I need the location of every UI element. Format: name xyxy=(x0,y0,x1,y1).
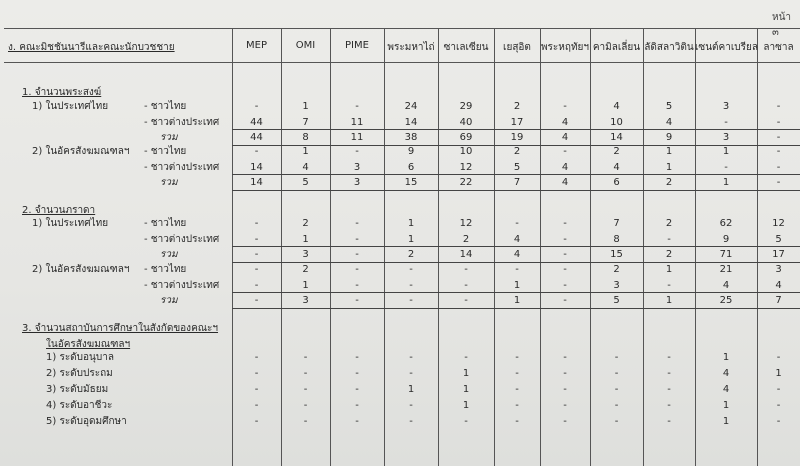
table-cell: - xyxy=(303,416,308,427)
table-cell: 1 xyxy=(665,162,673,173)
table-cell: - xyxy=(254,218,259,229)
table-cell: 5 xyxy=(775,234,782,245)
table-cell: 8 xyxy=(302,132,309,143)
table-cell: 1 xyxy=(722,177,730,188)
table-cell: - xyxy=(515,400,519,411)
table-cell: 44 xyxy=(250,132,263,143)
table-cell: 15 xyxy=(404,177,418,188)
table-cell: - xyxy=(724,117,728,128)
table-cell: - xyxy=(776,132,781,143)
table-cell: - xyxy=(563,218,567,229)
table-cell: 1 xyxy=(722,146,730,157)
table-cell: 38 xyxy=(404,132,418,143)
row-label-total: รวม xyxy=(160,249,178,260)
row-label-total: รวม xyxy=(160,177,178,188)
table-cell: - xyxy=(355,295,359,306)
table-cell: - xyxy=(303,368,308,379)
table-cell: 4 xyxy=(613,101,620,112)
table-cell: - xyxy=(409,368,413,379)
table-cell: 8 xyxy=(613,234,620,245)
table-cell: - xyxy=(776,352,781,363)
table-cell: - xyxy=(464,280,468,291)
table-cell: - xyxy=(563,264,567,275)
table-cell: - xyxy=(355,218,359,229)
table-cell: - xyxy=(667,234,671,245)
table-cell: 3 xyxy=(302,295,309,306)
row-label-thai: - ชาวไทย xyxy=(144,218,187,229)
table-cell: 4 xyxy=(561,177,569,188)
row-label-foreign: - ชาวต่างประเทศ xyxy=(144,117,220,128)
table-cell: 1 xyxy=(407,234,415,245)
table-cell: 1 xyxy=(462,400,470,411)
table-cell: 1 xyxy=(302,234,309,245)
table-cell: 3 xyxy=(353,177,361,188)
table-cell: - xyxy=(563,249,567,260)
table-cell: - xyxy=(776,101,781,112)
table-cell: - xyxy=(303,384,308,395)
row-group-label: 2) ในอัครสังฆมณฑลฯ xyxy=(32,264,130,275)
table-cell: 9 xyxy=(722,234,730,245)
education-level-label: 3) ระดับมัธยม xyxy=(46,384,109,395)
table-cell: 4 xyxy=(722,384,730,395)
table-cell: 14 xyxy=(250,177,263,188)
table-cell: 3 xyxy=(722,101,730,112)
table-cell: 2 xyxy=(613,264,620,275)
table-cell: 1 xyxy=(513,280,521,291)
column-header: เซนต์คาเบรียล xyxy=(695,42,758,53)
table-cell: - xyxy=(355,384,359,395)
table-cell: - xyxy=(515,384,519,395)
column-header: พระมหาไถ่ xyxy=(387,42,435,53)
table-cell: - xyxy=(464,416,468,427)
table-cell: - xyxy=(355,249,359,260)
column-header: ลัดิสลาวิติน xyxy=(644,42,694,53)
column-header: ซาเลเซียน xyxy=(443,42,489,53)
table-cell: 69 xyxy=(459,132,473,143)
table-cell: - xyxy=(515,218,519,229)
column-header: คามิลเลี่ยน xyxy=(592,42,641,53)
table-cell: 14 xyxy=(404,117,418,128)
table-cell: - xyxy=(515,352,519,363)
row-label-foreign: - ชาวต่างประเทศ xyxy=(144,162,220,173)
table-cell: 3 xyxy=(613,280,620,291)
table-cell: - xyxy=(614,352,619,363)
table-cell: 4 xyxy=(722,368,730,379)
table-cell: - xyxy=(776,117,781,128)
table-cell: - xyxy=(515,264,519,275)
section-title: ง. คณะมิชชันนารีและคณะนักบวชชาย xyxy=(8,42,175,53)
table-top-rule xyxy=(4,28,800,29)
table-cell: 12 xyxy=(459,162,473,173)
table-cell: 3 xyxy=(353,162,361,173)
total-rule xyxy=(232,262,800,263)
table-cell: - xyxy=(254,101,259,112)
table-cell: 2 xyxy=(665,177,673,188)
row-label-foreign: - ชาวต่างประเทศ xyxy=(144,234,220,245)
table-cell: 3 xyxy=(775,264,782,275)
table-cell: 40 xyxy=(459,117,473,128)
table-cell: - xyxy=(409,264,413,275)
table-cell: - xyxy=(254,249,259,260)
table-cell: - xyxy=(563,295,567,306)
table-cell: - xyxy=(464,295,468,306)
table-cell: 2 xyxy=(665,249,673,260)
column-header: OMI xyxy=(295,40,316,51)
table-cell: - xyxy=(409,280,413,291)
table-cell: 17 xyxy=(772,249,785,260)
table-cell: 12 xyxy=(772,218,785,229)
table-cell: 9 xyxy=(407,146,415,157)
table-cell: 1 xyxy=(665,146,673,157)
table-cell: - xyxy=(563,368,567,379)
education-level-label: 4) ระดับอาชีวะ xyxy=(46,400,113,411)
table-cell: 6 xyxy=(407,162,415,173)
row-group-label: 2) ในอัครสังฆมณฑลฯ xyxy=(32,146,130,157)
table-cell: - xyxy=(409,352,413,363)
table-cell: - xyxy=(563,234,567,245)
table-cell: 2 xyxy=(407,249,415,260)
table-cell: 15 xyxy=(610,249,623,260)
table-cell: 1 xyxy=(722,400,730,411)
table-cell: 2 xyxy=(302,264,309,275)
column-header: พระหฤทัยฯ xyxy=(540,42,590,53)
table-cell: - xyxy=(254,384,259,395)
table-cell: 24 xyxy=(404,101,418,112)
table-cell: - xyxy=(776,400,781,411)
table-cell: 29 xyxy=(459,101,473,112)
table-cell: 6 xyxy=(613,177,620,188)
table-cell: 14 xyxy=(610,132,623,143)
table-cell: - xyxy=(667,280,671,291)
table-cell: - xyxy=(254,146,259,157)
table-cell: - xyxy=(667,352,671,363)
table-cell: 7 xyxy=(613,218,620,229)
table-cell: - xyxy=(563,101,567,112)
table-cell: - xyxy=(667,368,671,379)
table-cell: 5 xyxy=(302,177,309,188)
table-cell: - xyxy=(355,368,359,379)
table-cell: 14 xyxy=(459,249,473,260)
table-cell: 4 xyxy=(775,280,782,291)
table-cell: 1 xyxy=(722,416,730,427)
row-group-label: 1) ในประเทศไทย xyxy=(32,101,109,112)
table-cell: 19 xyxy=(510,132,524,143)
table-cell: 12 xyxy=(459,218,473,229)
table-cell: - xyxy=(254,368,259,379)
table-cell: 9 xyxy=(665,132,673,143)
row-label-thai: - ชาวไทย xyxy=(144,264,187,275)
table-cell: - xyxy=(355,234,359,245)
table-cell: 71 xyxy=(719,249,733,260)
table-cell: - xyxy=(667,416,671,427)
table-cell: 10 xyxy=(610,117,623,128)
table-cell: 1 xyxy=(722,352,730,363)
table-cell: 4 xyxy=(302,162,309,173)
row-label-thai: - ชาวไทย xyxy=(144,146,187,157)
table-cell: 44 xyxy=(250,117,263,128)
education-level-label: 2) ระดับประถม xyxy=(46,368,113,379)
table-cell: 1 xyxy=(775,368,782,379)
subtotal-rule xyxy=(232,246,800,247)
table-cell: 2 xyxy=(302,218,309,229)
table-cell: - xyxy=(614,400,619,411)
table-cell: - xyxy=(355,400,359,411)
table-cell: 1 xyxy=(407,384,415,395)
table-cell: - xyxy=(776,384,781,395)
table-cell: 3 xyxy=(722,132,730,143)
total-rule xyxy=(232,190,800,191)
table-cell: 21 xyxy=(719,264,733,275)
table-cell: 4 xyxy=(561,132,569,143)
table-cell: 5 xyxy=(665,101,673,112)
table-cell: 2 xyxy=(513,146,521,157)
table-cell: - xyxy=(254,295,259,306)
section-heading-cont: ในอัครสังฆมณฑลฯ xyxy=(46,339,131,350)
table-cell: 2 xyxy=(613,146,620,157)
table-cell: 4 xyxy=(665,117,673,128)
table-cell: 7 xyxy=(513,177,521,188)
table-cell: - xyxy=(776,162,781,173)
table-cell: - xyxy=(515,368,519,379)
table-cell: - xyxy=(724,162,728,173)
table-cell: - xyxy=(254,352,259,363)
table-cell: - xyxy=(355,416,359,427)
table-cell: - xyxy=(667,400,671,411)
table-cell: - xyxy=(563,384,567,395)
subtotal-rule xyxy=(232,292,800,293)
row-label-total: รวม xyxy=(160,132,178,143)
table-cell: 17 xyxy=(510,117,524,128)
table-cell: - xyxy=(776,146,781,157)
table-cell: 4 xyxy=(561,117,569,128)
section-heading: 3. จำนวนสถาบันการศึกษาในสังกัดของคณะฯ xyxy=(22,323,219,334)
column-header: PIME xyxy=(345,40,369,51)
table-cell: - xyxy=(355,280,359,291)
table-cell: 3 xyxy=(302,249,309,260)
column-header: เยสุอิต xyxy=(503,42,531,53)
table-cell: - xyxy=(409,400,413,411)
table-cell: - xyxy=(464,264,468,275)
table-cell: - xyxy=(614,368,619,379)
table-cell: 4 xyxy=(513,249,521,260)
row-label-thai: - ชาวไทย xyxy=(144,101,187,112)
table-cell: - xyxy=(254,416,259,427)
table-cell: 1 xyxy=(407,218,415,229)
table-cell: - xyxy=(563,146,567,157)
table-cell: 1 xyxy=(302,101,309,112)
table-cell: - xyxy=(776,416,781,427)
column-header: MEP xyxy=(246,40,267,51)
page-number: หน้า ๓ xyxy=(772,12,792,38)
table-cell: - xyxy=(355,352,359,363)
table-cell: 1 xyxy=(462,368,470,379)
education-level-label: 1) ระดับอนุบาล xyxy=(46,352,114,363)
table-cell: - xyxy=(355,101,359,112)
table-cell: - xyxy=(614,384,619,395)
table-cell: 10 xyxy=(459,146,473,157)
table-cell: 1 xyxy=(665,295,673,306)
table-cell: 4 xyxy=(513,234,521,245)
table-cell: - xyxy=(776,177,781,188)
subtotal-rule xyxy=(232,174,800,175)
table-cell: 4 xyxy=(613,162,620,173)
table-cell: - xyxy=(464,352,468,363)
table-cell: - xyxy=(303,352,308,363)
table-cell: - xyxy=(563,416,567,427)
table-cell: 7 xyxy=(302,117,309,128)
table-cell: 4 xyxy=(722,280,730,291)
table-cell: 7 xyxy=(775,295,782,306)
table-cell: - xyxy=(563,280,567,291)
table-cell: - xyxy=(515,416,519,427)
row-label-total: รวม xyxy=(160,295,178,306)
table-cell: - xyxy=(409,295,413,306)
table-cell: - xyxy=(563,352,567,363)
table-cell: 11 xyxy=(350,132,364,143)
table-cell: - xyxy=(409,416,413,427)
table-cell: 1 xyxy=(462,384,470,395)
table-cell: - xyxy=(254,234,259,245)
table-cell: 2 xyxy=(665,218,673,229)
total-rule xyxy=(232,308,800,309)
table-header-rule xyxy=(4,62,800,63)
table-cell: 1 xyxy=(302,146,309,157)
section-heading: 2. จำนวนภราดา xyxy=(22,205,96,216)
table-cell: 11 xyxy=(350,117,364,128)
subtotal-rule xyxy=(232,129,800,130)
table-cell: - xyxy=(614,416,619,427)
table-cell: 4 xyxy=(561,162,569,173)
table-cell: - xyxy=(355,146,359,157)
table-cell: 62 xyxy=(719,218,733,229)
row-label-foreign: - ชาวต่างประเทศ xyxy=(144,280,220,291)
table-cell: 1 xyxy=(513,295,521,306)
table-cell: 1 xyxy=(302,280,309,291)
table-cell: - xyxy=(254,400,259,411)
row-group-label: 1) ในประเทศไทย xyxy=(32,218,109,229)
table-cell: 14 xyxy=(250,162,263,173)
section-heading: 1. จำนวนพระสงฆ์ xyxy=(22,87,102,98)
table-cell: - xyxy=(355,264,359,275)
table-cell: - xyxy=(563,400,567,411)
column-header: ลาซาล xyxy=(763,42,794,53)
table-cell: - xyxy=(667,384,671,395)
education-level-label: 5) ระดับอุดมศึกษา xyxy=(46,416,127,427)
table-cell: - xyxy=(254,264,259,275)
table-cell: 2 xyxy=(513,101,521,112)
table-cell: 5 xyxy=(613,295,620,306)
table-cell: 5 xyxy=(513,162,521,173)
table-cell: 25 xyxy=(719,295,733,306)
table-cell: 2 xyxy=(462,234,470,245)
table-cell: 22 xyxy=(459,177,473,188)
table-cell: - xyxy=(254,280,259,291)
table-cell: - xyxy=(303,400,308,411)
table-cell: 1 xyxy=(665,264,673,275)
